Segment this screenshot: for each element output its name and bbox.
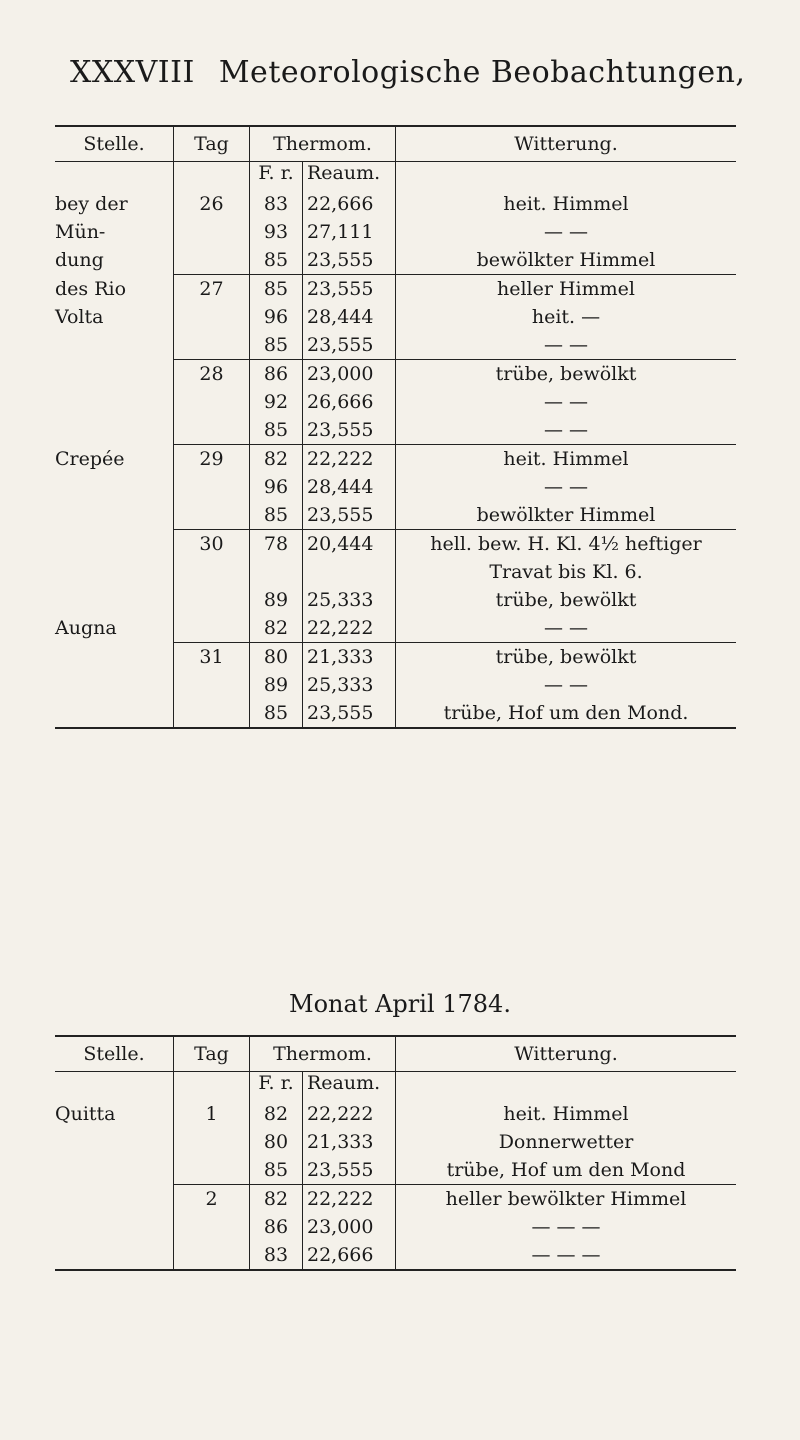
cell-fahrenheit	[250, 558, 303, 586]
header-weather: Witterung.	[396, 1036, 737, 1072]
cell-weather: — —	[396, 218, 737, 246]
cell-day	[174, 388, 250, 416]
cell-reaumur: 25,333	[303, 586, 396, 614]
cell-reaumur: 28,444	[303, 473, 396, 501]
cell-fahrenheit: 89	[250, 671, 303, 699]
cell-weather: hell. bew. H. Kl. 4½ heftiger	[396, 530, 737, 559]
table-row	[55, 331, 736, 360]
cell-day	[174, 671, 250, 699]
cell-fahrenheit: 80	[250, 643, 303, 672]
cell-day	[174, 699, 250, 728]
cell-fahrenheit: 96	[250, 303, 303, 331]
table-row	[55, 501, 736, 530]
cell-day	[174, 1156, 250, 1185]
cell-fahrenheit: 93	[250, 218, 303, 246]
cell-place	[55, 1241, 174, 1270]
observation-table-march	[55, 125, 736, 729]
cell-place	[55, 586, 174, 614]
cell-weather: heit. Himmel	[396, 1100, 737, 1128]
cell-day	[174, 218, 250, 246]
cell-place: dung	[55, 249, 104, 271]
cell-place	[55, 501, 174, 530]
page-number: XXXVIII	[70, 55, 195, 90]
cell-reaumur: 22,222	[303, 614, 396, 643]
observation-table-april	[55, 1035, 736, 1271]
cell-weather: heller Himmel	[396, 275, 737, 304]
cell-place: Volta	[55, 306, 104, 328]
cell-day	[174, 586, 250, 614]
table-row	[55, 1213, 736, 1241]
cell-day	[174, 331, 250, 360]
page-header	[70, 55, 770, 90]
cell-day	[174, 473, 250, 501]
cell-reaumur: 22,222	[303, 1100, 396, 1128]
cell-weather: — —	[396, 388, 737, 416]
cell-fahrenheit: 82	[250, 445, 303, 474]
table-row	[55, 614, 736, 643]
cell-place	[55, 671, 174, 699]
subheader-fahrenheit: F. r.	[250, 162, 303, 191]
cell-weather: trübe, bewölkt	[396, 643, 737, 672]
cell-reaumur: 23,555	[303, 246, 396, 275]
subheader-reaumur: Reaum.	[303, 1072, 396, 1101]
cell-fahrenheit: 85	[250, 246, 303, 275]
table-row	[55, 558, 736, 586]
cell-fahrenheit: 86	[250, 360, 303, 389]
header-thermometer: Thermom.	[250, 126, 396, 162]
cell-weather: heit. Himmel	[396, 445, 737, 474]
cell-reaumur: 23,555	[303, 331, 396, 360]
cell-place: Quitta	[55, 1103, 116, 1125]
cell-place: Mün-	[55, 221, 106, 243]
cell-weather: trübe, Hof um den Mond	[396, 1156, 737, 1185]
cell-place	[55, 1156, 174, 1185]
cell-fahrenheit: 83	[250, 190, 303, 218]
cell-day: 2	[174, 1185, 250, 1214]
table-row	[55, 586, 736, 614]
cell-fahrenheit: 85	[250, 416, 303, 445]
cell-weather: — — —	[396, 1213, 737, 1241]
cell-place: Augna	[55, 617, 117, 639]
cell-day	[174, 558, 250, 586]
cell-reaumur	[303, 558, 396, 586]
cell-fahrenheit: 89	[250, 586, 303, 614]
cell-weather: trübe, bewölkt	[396, 586, 737, 614]
cell-reaumur: 21,333	[303, 1128, 396, 1156]
cell-day: 27	[174, 275, 250, 304]
cell-day	[174, 246, 250, 275]
cell-place	[55, 558, 174, 586]
cell-day	[174, 614, 250, 643]
table-row	[55, 445, 736, 474]
cell-fahrenheit: 85	[250, 1156, 303, 1185]
cell-reaumur: 21,333	[303, 643, 396, 672]
table-row	[55, 473, 736, 501]
cell-place	[55, 1128, 174, 1156]
cell-day	[174, 1241, 250, 1270]
cell-weather: bewölkter Himmel	[396, 246, 737, 275]
table-row	[55, 303, 736, 331]
cell-fahrenheit: 82	[250, 1185, 303, 1214]
cell-place	[55, 473, 174, 501]
cell-reaumur: 23,555	[303, 1156, 396, 1185]
cell-place	[55, 699, 174, 728]
cell-fahrenheit: 83	[250, 1241, 303, 1270]
cell-weather: Travat bis Kl. 6.	[396, 558, 737, 586]
table-row	[55, 643, 736, 672]
cell-day: 1	[174, 1100, 250, 1128]
cell-day	[174, 501, 250, 530]
cell-place: des Rio	[55, 277, 127, 300]
cell-weather: — —	[396, 416, 737, 445]
cell-reaumur: 23,000	[303, 360, 396, 389]
cell-day: 30	[174, 530, 250, 559]
cell-day	[174, 1128, 250, 1156]
cell-day: 31	[174, 643, 250, 672]
cell-fahrenheit: 82	[250, 614, 303, 643]
table-row	[55, 1241, 736, 1270]
header-day: Tag	[174, 126, 250, 162]
table-row	[55, 1156, 736, 1185]
cell-fahrenheit: 85	[250, 699, 303, 728]
cell-weather: Donnerwetter	[396, 1128, 737, 1156]
subheader-reaumur: Reaum.	[303, 162, 396, 191]
table-row	[55, 530, 736, 559]
cell-place: Crepée	[55, 447, 125, 470]
cell-reaumur: 23,555	[303, 699, 396, 728]
cell-place	[55, 643, 174, 672]
table-row	[55, 699, 736, 728]
table-row	[55, 246, 736, 275]
table-row	[55, 190, 736, 218]
cell-reaumur: 23,555	[303, 501, 396, 530]
cell-fahrenheit: 92	[250, 388, 303, 416]
cell-fahrenheit: 85	[250, 331, 303, 360]
cell-day	[174, 1213, 250, 1241]
cell-place	[55, 360, 174, 389]
table-row	[55, 218, 736, 246]
header-place: Stelle.	[55, 1036, 174, 1072]
cell-weather: heit. Himmel	[396, 190, 737, 218]
cell-day: 29	[174, 445, 250, 474]
cell-reaumur: 26,666	[303, 388, 396, 416]
month-title: Monat April 1784.	[289, 990, 511, 1018]
cell-weather: heller bewölkter Himmel	[396, 1185, 737, 1214]
cell-fahrenheit: 78	[250, 530, 303, 559]
cell-fahrenheit: 86	[250, 1213, 303, 1241]
cell-weather: — — —	[396, 1241, 737, 1270]
cell-reaumur: 20,444	[303, 530, 396, 559]
header-place: Stelle.	[55, 126, 174, 162]
table-row	[55, 1128, 736, 1156]
cell-place	[55, 388, 174, 416]
cell-place	[55, 331, 174, 360]
cell-day	[174, 416, 250, 445]
cell-day: 28	[174, 360, 250, 389]
cell-reaumur: 22,222	[303, 1185, 396, 1214]
table-row	[55, 275, 736, 304]
table-row	[55, 416, 736, 445]
cell-reaumur: 23,555	[303, 275, 396, 304]
cell-weather: — —	[396, 473, 737, 501]
cell-weather: bewölkter Himmel	[396, 501, 737, 530]
cell-weather: — —	[396, 671, 737, 699]
header-weather: Witterung.	[396, 126, 737, 162]
header-day: Tag	[174, 1036, 250, 1072]
cell-reaumur: 22,666	[303, 1241, 396, 1270]
cell-reaumur: 23,000	[303, 1213, 396, 1241]
subheader-fahrenheit: F. r.	[250, 1072, 303, 1101]
cell-reaumur: 23,555	[303, 416, 396, 445]
cell-place	[55, 1185, 174, 1214]
cell-weather: trübe, bewölkt	[396, 360, 737, 389]
cell-reaumur: 25,333	[303, 671, 396, 699]
cell-fahrenheit: 96	[250, 473, 303, 501]
cell-place	[55, 1213, 174, 1241]
cell-place	[55, 416, 174, 445]
table-row	[55, 360, 736, 389]
table-row	[55, 671, 736, 699]
table-row	[55, 388, 736, 416]
cell-weather: — —	[396, 331, 737, 360]
cell-day: 26	[174, 190, 250, 218]
cell-reaumur: 28,444	[303, 303, 396, 331]
cell-weather: heit. —	[396, 303, 737, 331]
cell-weather: — —	[396, 614, 737, 643]
table-row	[55, 1185, 736, 1214]
cell-place: bey der	[55, 193, 128, 215]
cell-fahrenheit: 82	[250, 1100, 303, 1128]
cell-day	[174, 303, 250, 331]
cell-reaumur: 22,666	[303, 190, 396, 218]
cell-weather: trübe, Hof um den Mond.	[396, 699, 737, 728]
cell-place	[55, 530, 174, 559]
cell-reaumur: 27,111	[303, 218, 396, 246]
cell-fahrenheit: 85	[250, 275, 303, 304]
page-title: Meteorologische Beobachtungen,	[218, 55, 746, 90]
cell-fahrenheit: 85	[250, 501, 303, 530]
cell-reaumur: 22,222	[303, 445, 396, 474]
cell-fahrenheit: 80	[250, 1128, 303, 1156]
header-thermometer: Thermom.	[250, 1036, 396, 1072]
table-row	[55, 1100, 736, 1128]
